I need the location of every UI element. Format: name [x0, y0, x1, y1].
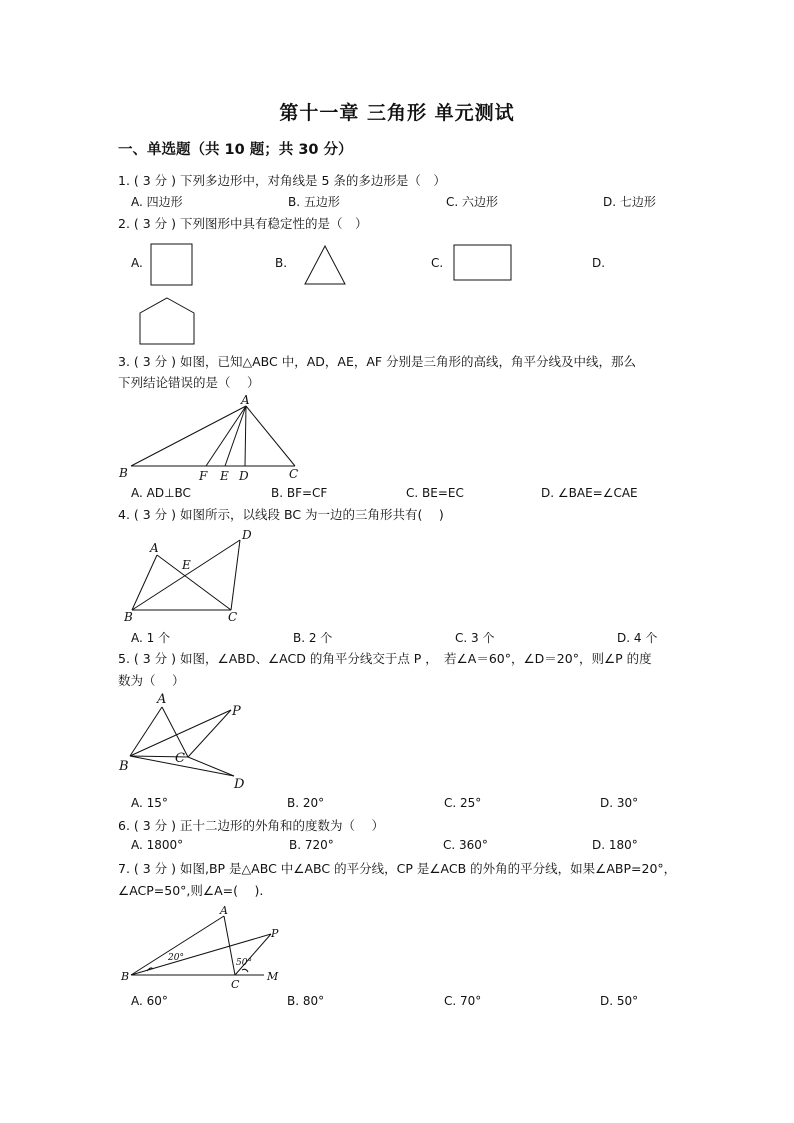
q5-angle-diagram	[115, 690, 255, 792]
q7-option-d: D. 50°	[600, 994, 639, 1008]
square-figure	[150, 243, 194, 287]
question-3-stem-cont: 下列结论错误的是（ ）	[118, 375, 260, 390]
q5-label-b: B	[119, 759, 129, 774]
question-4-stem: 4. ( 3 分 ) 如图所示，以线段 BC 为一边的三角形共有( )	[118, 507, 444, 522]
q2-option-a: A.	[131, 256, 143, 270]
question-5-stem: 5. ( 3 分 ) 如图，∠ABD、∠ACD 的角平分线交于点 P ， 若∠A＝60°，∠D＝20°，则∠P 的度	[118, 651, 652, 666]
q3-label-b: B	[119, 466, 128, 480]
q5-option-d: D. 30°	[600, 796, 639, 810]
q7-option-c: C. 70°	[444, 994, 482, 1008]
q7-label-a: A	[220, 904, 228, 917]
q5-label-a: A	[157, 692, 167, 707]
q3-option-c: C. BE=EC	[406, 486, 464, 500]
q1-option-c: C. 六边形	[446, 195, 499, 209]
triangle-figure	[303, 244, 347, 286]
question-3-stem: 3. ( 3 分 ) 如图，已知△ABC 中，AD，AE，AF 分别是三角形的高线，角平分线及中线，那么	[118, 354, 637, 369]
q7-label-angle-50: 50°	[236, 958, 252, 968]
q3-option-a: A. AD⊥BC	[131, 486, 191, 500]
q3-label-e: E	[220, 469, 229, 483]
question-1-stem: 1. ( 3 分 ) 下列多边形中，对角线是 5 条的多边形是（ ）	[118, 173, 446, 188]
q6-option-a: A. 1800°	[131, 838, 184, 852]
q1-option-d: D. 七边形	[603, 195, 656, 209]
rectangle-figure	[453, 244, 513, 282]
q1-option-a: A. 四边形	[131, 195, 183, 209]
q7-label-angle-20: 20°	[168, 953, 184, 963]
q2-option-c: C.	[431, 256, 444, 270]
q7-label-b: B	[121, 970, 130, 983]
q7-label-c: C	[231, 978, 240, 991]
q4-option-b: B. 2 个	[293, 631, 333, 645]
q5-option-c: C. 25°	[444, 796, 482, 810]
q6-option-d: D. 180°	[592, 838, 638, 852]
q4-label-a: A	[150, 541, 159, 555]
q3-label-d: D	[239, 469, 249, 483]
page-title: 第十一章 三角形 单元测试	[279, 102, 515, 124]
q3-label-c: C	[289, 467, 299, 481]
q5-label-d: D	[234, 777, 245, 792]
q4-label-b: B	[124, 610, 133, 624]
q1-option-b: B. 五边形	[288, 195, 340, 209]
q5-label-p: P	[232, 704, 241, 719]
q7-label-m: M	[267, 970, 279, 983]
q4-label-e: E	[182, 558, 191, 572]
q7-option-b: B. 80°	[287, 994, 325, 1008]
q4-option-c: C. 3 个	[455, 631, 495, 645]
q3-option-d: D. ∠BAE=∠CAE	[541, 486, 638, 500]
q3-label-a: A	[241, 393, 250, 407]
question-2-stem: 2. ( 3 分 ) 下列图形中具有稳定性的是（ ）	[118, 216, 368, 231]
q3-label-f: F	[199, 469, 208, 483]
q4-label-d: D	[242, 528, 252, 542]
q6-option-b: B. 720°	[289, 838, 334, 852]
q7-label-p: P	[271, 927, 279, 940]
question-5-stem-cont: 数为（ ）	[118, 673, 185, 688]
q5-option-b: B. 20°	[287, 796, 325, 810]
question-7-stem: 7. ( 3 分 ) 如图,BP 是△ABC 中∠ABC 的平分线，CP 是∠ACB 的外角的平分线，如果∠ABP=20°，	[118, 861, 677, 876]
question-6-stem: 6. ( 3 分 ) 正十二边形的外角和的度数为（ ）	[118, 818, 384, 833]
q5-option-a: A. 15°	[131, 796, 168, 810]
q7-angle-diagram	[115, 902, 290, 992]
q4-triangles-diagram	[118, 528, 263, 624]
q4-option-d: D. 4 个	[617, 631, 658, 645]
q4-option-a: A. 1 个	[131, 631, 171, 645]
q4-label-c: C	[228, 610, 238, 624]
q3-option-b: B. BF=CF	[271, 486, 328, 500]
q6-option-c: C. 360°	[443, 838, 488, 852]
pentagon-figure	[138, 296, 198, 346]
q5-label-c: C	[175, 751, 185, 766]
q7-option-a: A. 60°	[131, 994, 168, 1008]
q3-triangle-diagram	[115, 392, 315, 484]
section-heading: 一、单选题（共 10 题；共 30 分）	[118, 142, 353, 158]
q2-option-b: B.	[275, 256, 288, 270]
question-7-stem-cont: ∠ACP=50°,则∠A=( ).	[118, 883, 264, 898]
q2-option-d: D.	[592, 256, 606, 270]
